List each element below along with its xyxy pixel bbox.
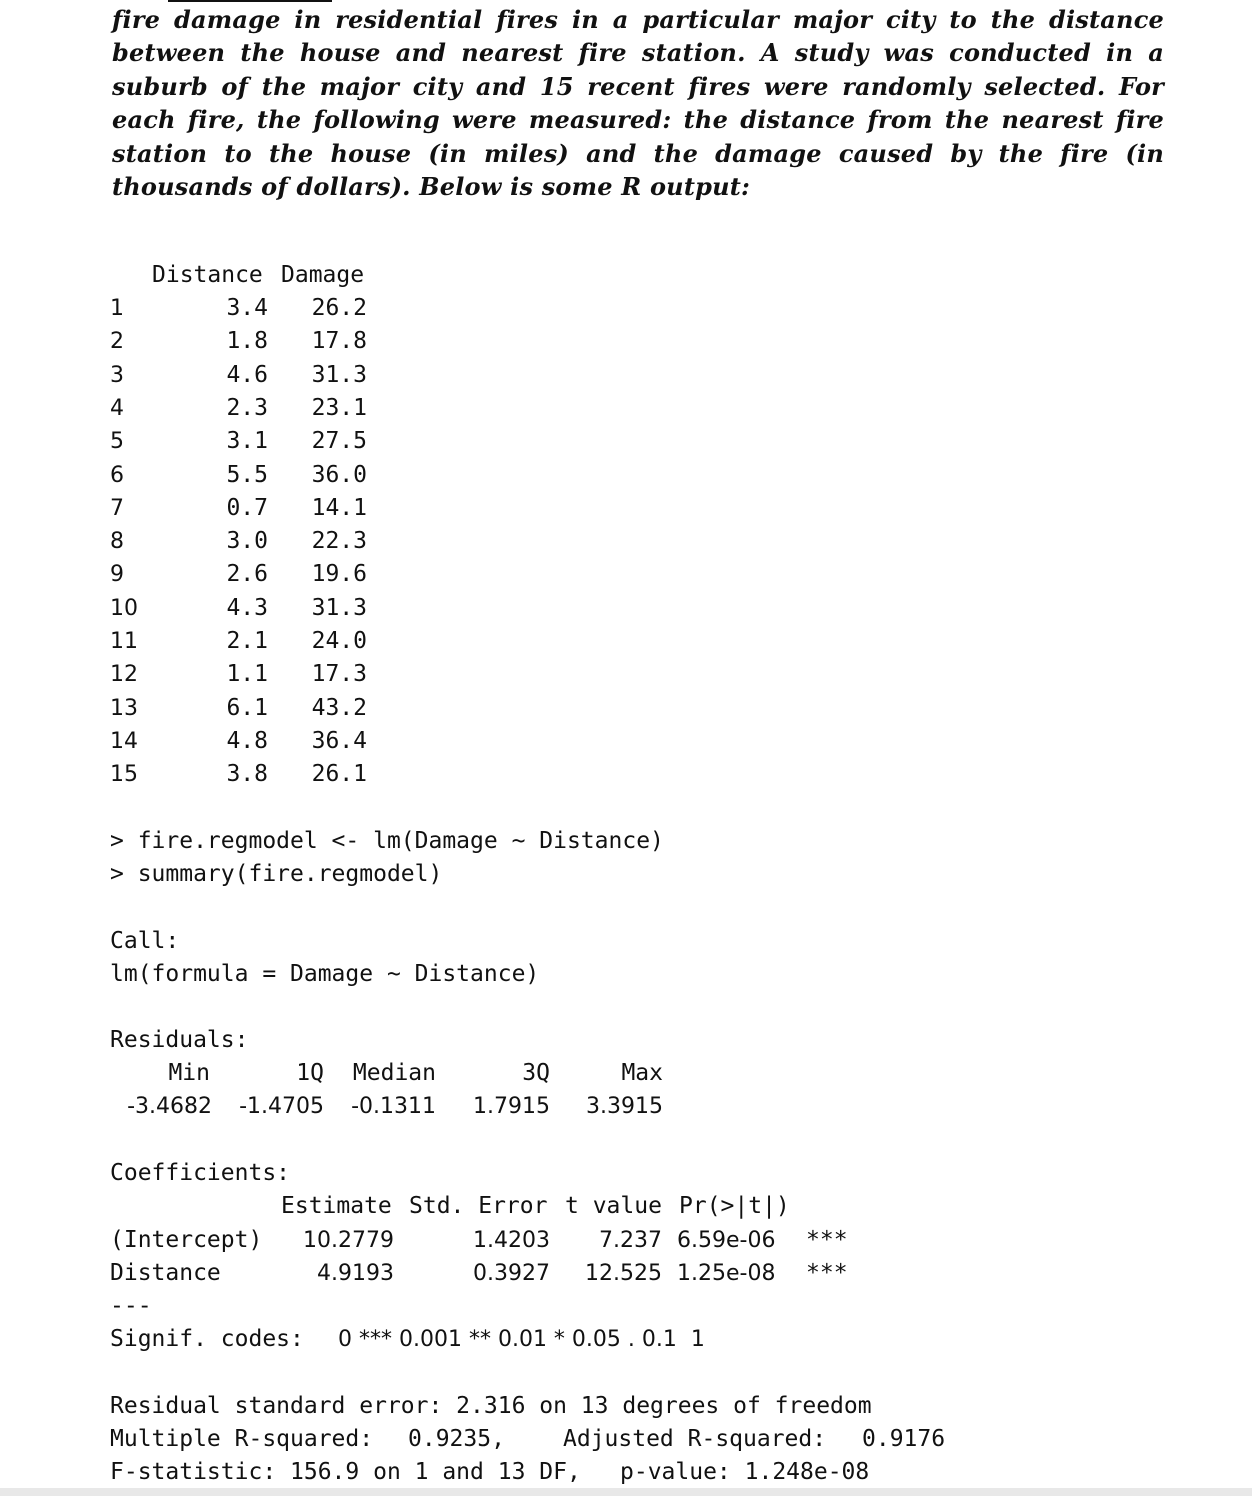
residual-header-median: Median — [352, 1060, 436, 1086]
row-damage: 36.4 — [311, 727, 367, 754]
row-index: 14 — [110, 728, 138, 754]
row-damage: 17.3 — [311, 661, 367, 688]
row-damage: 19.6 — [311, 561, 367, 588]
row-index: 9 — [110, 562, 124, 588]
coef-row-stderr: 1.4203 — [473, 1228, 550, 1253]
row-damage: 17.8 — [311, 328, 367, 355]
residual-value-3q: 1.7915 — [473, 1094, 550, 1119]
residual-header-min: Min — [168, 1060, 210, 1086]
row-index: 3 — [110, 362, 124, 388]
coef-header-pvalue: Pr(>|t|) — [679, 1193, 790, 1219]
row-index: 1 — [110, 296, 124, 321]
row-index: 6 — [110, 462, 124, 488]
coef-row-name: Distance — [110, 1260, 221, 1286]
call-formula: lm(formula = Damage ~ Distance) — [110, 961, 540, 987]
coef-row-name: (Intercept) — [110, 1227, 263, 1253]
row-distance: 6.1 — [226, 694, 268, 721]
row-distance: 3.4 — [226, 295, 268, 321]
coef-row-pvalue: 1.25e-08 — [677, 1261, 776, 1286]
row-damage: 26.2 — [311, 295, 367, 321]
row-damage: 23.1 — [311, 394, 367, 421]
residual-value-max: 3.3915 — [586, 1094, 663, 1119]
row-distance: 3.8 — [226, 761, 268, 788]
row-distance: 5.5 — [226, 461, 268, 488]
row-damage: 31.3 — [311, 594, 367, 621]
coef-row-tvalue: 12.525 — [585, 1261, 662, 1286]
residual-header-1q: 1Q — [296, 1060, 324, 1086]
row-index: 12 — [110, 662, 138, 688]
command-line-1: > fire.regmodel <- lm(Damage ~ Distance) — [110, 828, 664, 854]
col-header-damage: Damage — [281, 262, 365, 288]
command-line-2: > summary(fire.regmodel) — [110, 861, 443, 887]
intro-paragraph: fire damage in residential fires in a particular major city to the distance between the house and nearest fire station. A study was conducted in a suburb of the major city and 15 recent fires were randomly selected. For each fire, the following were measured: the distance from the nearest fire station to the house (in miles) and the damage caused by the fire (in thousands of dollars). Below is some R output: — [112, 5, 1164, 202]
residual-header-max: Max — [621, 1060, 663, 1086]
adjusted-r2-label: Adjusted R-squared: — [563, 1426, 827, 1452]
residual-header-3q: 3Q — [522, 1060, 550, 1086]
row-distance: 3.0 — [226, 528, 268, 555]
row-distance: 2.3 — [226, 394, 268, 421]
residual-value-min: -3.4682 — [127, 1094, 212, 1119]
row-index: 2 — [110, 329, 124, 355]
top-rule — [168, 0, 332, 2]
row-distance: 2.1 — [226, 628, 268, 654]
coef-row-estimate: 10.2779 — [303, 1228, 394, 1253]
row-distance: 1.1 — [226, 661, 268, 688]
coef-row-tvalue: 7.237 — [599, 1228, 662, 1253]
residual-standard-error: Residual standard error: 2.316 on 13 degrees of freedom — [110, 1393, 872, 1419]
p-value: p-value: 1.248e-08 — [620, 1459, 870, 1485]
residuals-label: Residuals: — [110, 1027, 249, 1053]
multiple-r2-label: Multiple R-squared: — [110, 1426, 374, 1452]
row-index: 15 — [110, 762, 138, 788]
residual-value-1q: -1.4705 — [239, 1094, 324, 1119]
row-distance: 4.8 — [226, 727, 268, 754]
call-label: Call: — [110, 928, 180, 954]
row-index: 5 — [110, 429, 124, 455]
row-damage: 14.1 — [311, 494, 367, 521]
coef-row-estimate: 4.9193 — [317, 1261, 394, 1286]
signif-separator: --- — [110, 1293, 152, 1319]
coef-header-estimate: Estimate — [281, 1193, 392, 1219]
row-index: 13 — [110, 695, 138, 721]
coef-row-stderr: 0.3927 — [473, 1261, 550, 1286]
row-index: 10 — [110, 595, 138, 621]
row-distance: 1.8 — [226, 328, 268, 355]
adjusted-r2-value: 0.9176 — [862, 1426, 946, 1452]
coef-row-stars: *** — [806, 1227, 848, 1253]
row-index: 7 — [110, 495, 124, 521]
coef-row-stars: *** — [806, 1260, 848, 1286]
row-damage: 43.2 — [311, 694, 367, 721]
row-damage: 22.3 — [311, 528, 367, 555]
row-damage: 31.3 — [311, 361, 367, 388]
residual-value-median: -0.1311 — [351, 1094, 436, 1119]
row-distance: 3.1 — [226, 428, 268, 455]
signif-codes: 0 *** 0.001 ** 0.01 * 0.05 . 0.1 1 — [338, 1327, 705, 1352]
coef-header-stderr: Std. Error — [409, 1193, 548, 1219]
f-statistic: F-statistic: 156.9 on 1 and 13 DF, — [110, 1459, 581, 1485]
coef-header-tvalue: t value — [565, 1193, 662, 1219]
row-damage: 36.0 — [311, 461, 367, 488]
row-distance: 0.7 — [226, 494, 268, 521]
multiple-r2-value: 0.9235, — [408, 1426, 505, 1452]
row-damage: 26.1 — [311, 761, 367, 788]
row-damage: 24.0 — [311, 628, 367, 654]
row-distance: 2.6 — [226, 561, 268, 588]
row-distance: 4.3 — [226, 594, 268, 621]
signif-label: Signif. codes: — [110, 1326, 304, 1352]
bottom-edge — [0, 1488, 1252, 1496]
row-index: 11 — [110, 629, 138, 654]
row-distance: 4.6 — [226, 361, 268, 388]
row-index: 4 — [110, 395, 124, 421]
coef-row-pvalue: 6.59e-06 — [677, 1228, 776, 1253]
col-header-distance: Distance — [152, 262, 263, 288]
row-damage: 27.5 — [311, 428, 367, 455]
coefficients-label: Coefficients: — [110, 1160, 291, 1186]
row-index: 8 — [110, 529, 124, 555]
